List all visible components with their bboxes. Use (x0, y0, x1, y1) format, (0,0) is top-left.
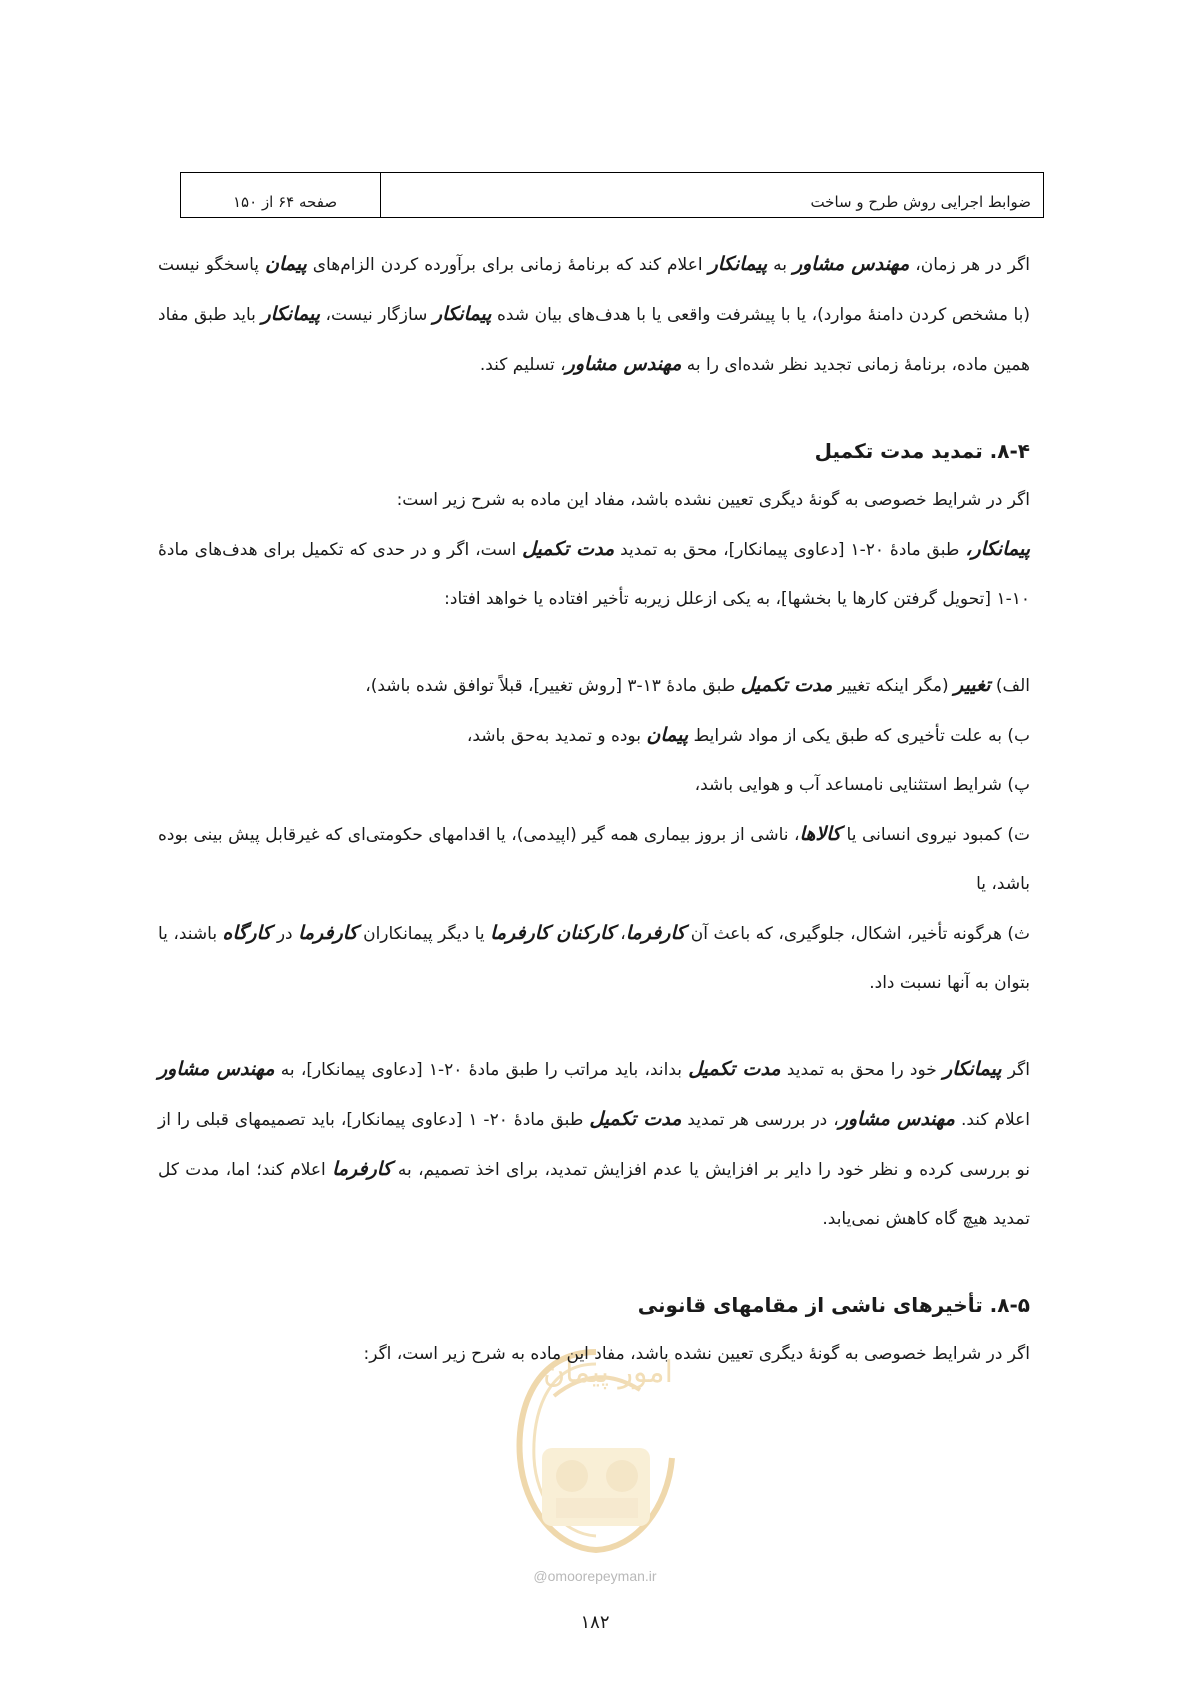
section-8-4-claim-paragraph (158, 1045, 1030, 1244)
section-8-4-intro: اگر در شرایط خصوصی به گونۀ دیگری تعیین نشده باشد، مفاد این ماده به شرح زیر است: (396, 490, 1030, 510)
text: ، (614, 924, 626, 944)
term-contract: پیمان (265, 253, 307, 275)
text: ، تسلیم کند. (479, 355, 566, 375)
term-goods: کالاها (799, 823, 842, 845)
text: بوده و تمدید به‌حق باشد، (466, 726, 647, 746)
section-heading-8-4: ۸-۴. تمدید مدت تکمیل (814, 439, 1030, 463)
term-contractor: پیمانکار (708, 253, 768, 275)
term-contractor: پیمانکار (432, 303, 492, 325)
term-employer: کارفرما (625, 922, 686, 944)
text: یا دیگر پیمانکاران (357, 924, 491, 944)
term-time-for-completion: مدت تکمیل (740, 674, 833, 696)
text: ، ناشی از بروز بیماری همه گیر (اپیدمی)، یا اقدامهای حکومتی‌ای که غیرقابل پیش بینی بوده باشد، یا (158, 825, 1030, 894)
term-contractor: پیمانکار (943, 1058, 1002, 1080)
term-contractor: پیمانکار، (965, 538, 1031, 560)
section-8-5-intro: اگر در شرایط خصوصی به گونۀ دیگری تعیین نشده باشد، مفاد این ماده به شرح زیر است، اگر: (363, 1344, 1030, 1364)
text: به (767, 255, 793, 275)
term-employer-personnel: کارکنان کارفرما (490, 922, 615, 944)
term-time-for-completion: مدت تکمیل (589, 1108, 682, 1130)
text: طبق مادۀ ۱۳-۳ [روش تغییر]، قبلاً توافق شده باشد)، (365, 676, 741, 696)
page-header (180, 172, 1044, 218)
term-engineer: مهندس مشاور (838, 1108, 955, 1130)
text: باشند، یا بتوان به آنها نسبت داد. (158, 924, 1030, 993)
term-engineer: مهندس مشاور (792, 253, 910, 275)
text: بداند، باید مراتب را طبق مادۀ ۲۰-۱ [دعاوی پیمانکار]، به (274, 1060, 689, 1080)
list-item-s (158, 909, 1030, 1008)
text: طبق مادۀ ۲۰-۱ [دعاوی پیمانکار]، محق به تمدید (614, 540, 966, 560)
list-item-a (158, 661, 1030, 711)
term-employer: کارفرما (298, 922, 358, 944)
paragraph-program-revision (158, 240, 1030, 390)
term-time-for-completion: مدت تکمیل (688, 1058, 781, 1080)
term-employer: کارفرما (332, 1158, 392, 1180)
text: باید طبق مفاد همین ماده، برنامۀ زمانی تجدید نظر شده‌ای را به (158, 305, 1030, 375)
text: است، اگر و در حدی که تکمیل برای هدف‌های مادۀ ۱۰-۱ [تحویل گرفتن کارها یا بخشها]، به یکی ازعلل زیربه تأخیر افتاده یا خواهد افتاد: (158, 540, 1030, 609)
text: در (271, 924, 299, 944)
term-time-for-completion: مدت تکمیل (522, 538, 615, 560)
list-item-p (158, 761, 1030, 810)
term-engineer: مهندس مشاور (565, 353, 682, 375)
list-item-t (158, 810, 1030, 909)
text: اعلام کند. (954, 1110, 1030, 1130)
text: اگر در هر زمان، (909, 255, 1030, 275)
text: اگر (1001, 1060, 1030, 1080)
text: پ) شرایط استثنایی نامساعد آب و هوایی باشد، (694, 775, 1030, 795)
term-contractor: پیمانکار (261, 303, 320, 325)
text: الف) (990, 676, 1030, 696)
document-body (158, 240, 1030, 1379)
page-number: ۱۸۲ (580, 1612, 610, 1633)
text: ب) به علت تأخیری که طبق یکی از مواد شرایط (688, 726, 1030, 746)
term-contract: پیمان (646, 724, 689, 746)
text: ث) هرگونه تأخیر، اشکال، جلوگیری، که باعث آن (685, 924, 1031, 944)
section-8-4-paragraph (158, 525, 1030, 624)
text: ت) کمبود نیروی انسانی یا (841, 825, 1030, 845)
text: ، در بررسی هر تمدید (681, 1110, 839, 1130)
term-variation: تغییر (954, 674, 991, 696)
text: خود را محق به تمدید (780, 1060, 944, 1080)
text: اعلام کند؛ اما، مدت کل تمدید هیچ گاه کاهش نمی‌یابد. (158, 1160, 1030, 1229)
text: طبق مادۀ ۲۰- ۱ [دعاوی پیمانکار]، باید تصمیمهای قبلی را از نو بررسی کرده و نظر خود را دایر بر افزایش یا عدم افزایش تمدید، برای اخذ تصمیم، به (158, 1110, 1030, 1180)
header-document-title: ضوابط اجرایی روش طرح و ساخت (810, 193, 1031, 211)
watermark-logo-text: امور پیمان (543, 1355, 673, 1390)
text: (مگر اینکه تغییر (832, 676, 955, 696)
text: پاسخگو نیست (با مشخص کردن دامنۀ موارد)، یا با پیشرفت واقعی یا با هدف‌های بیان شده (158, 255, 1030, 325)
list-item-b (158, 711, 1030, 761)
header-page-label: صفحه ۶۴ از ۱۵۰ (181, 173, 381, 217)
text: اعلام کند که برنامۀ زمانی برای برآورده کردن الزام‌های (306, 255, 709, 275)
section-heading-8-5: ۸-۵. تأخیرهای ناشی از مقامهای قانونی (637, 1293, 1030, 1317)
watermark-url: @omoorepeyman.ir (533, 1568, 657, 1584)
term-engineer: مهندس مشاور (158, 1058, 275, 1080)
text: سازگار نیست، (320, 305, 433, 325)
term-site: کارگاه (222, 922, 272, 944)
